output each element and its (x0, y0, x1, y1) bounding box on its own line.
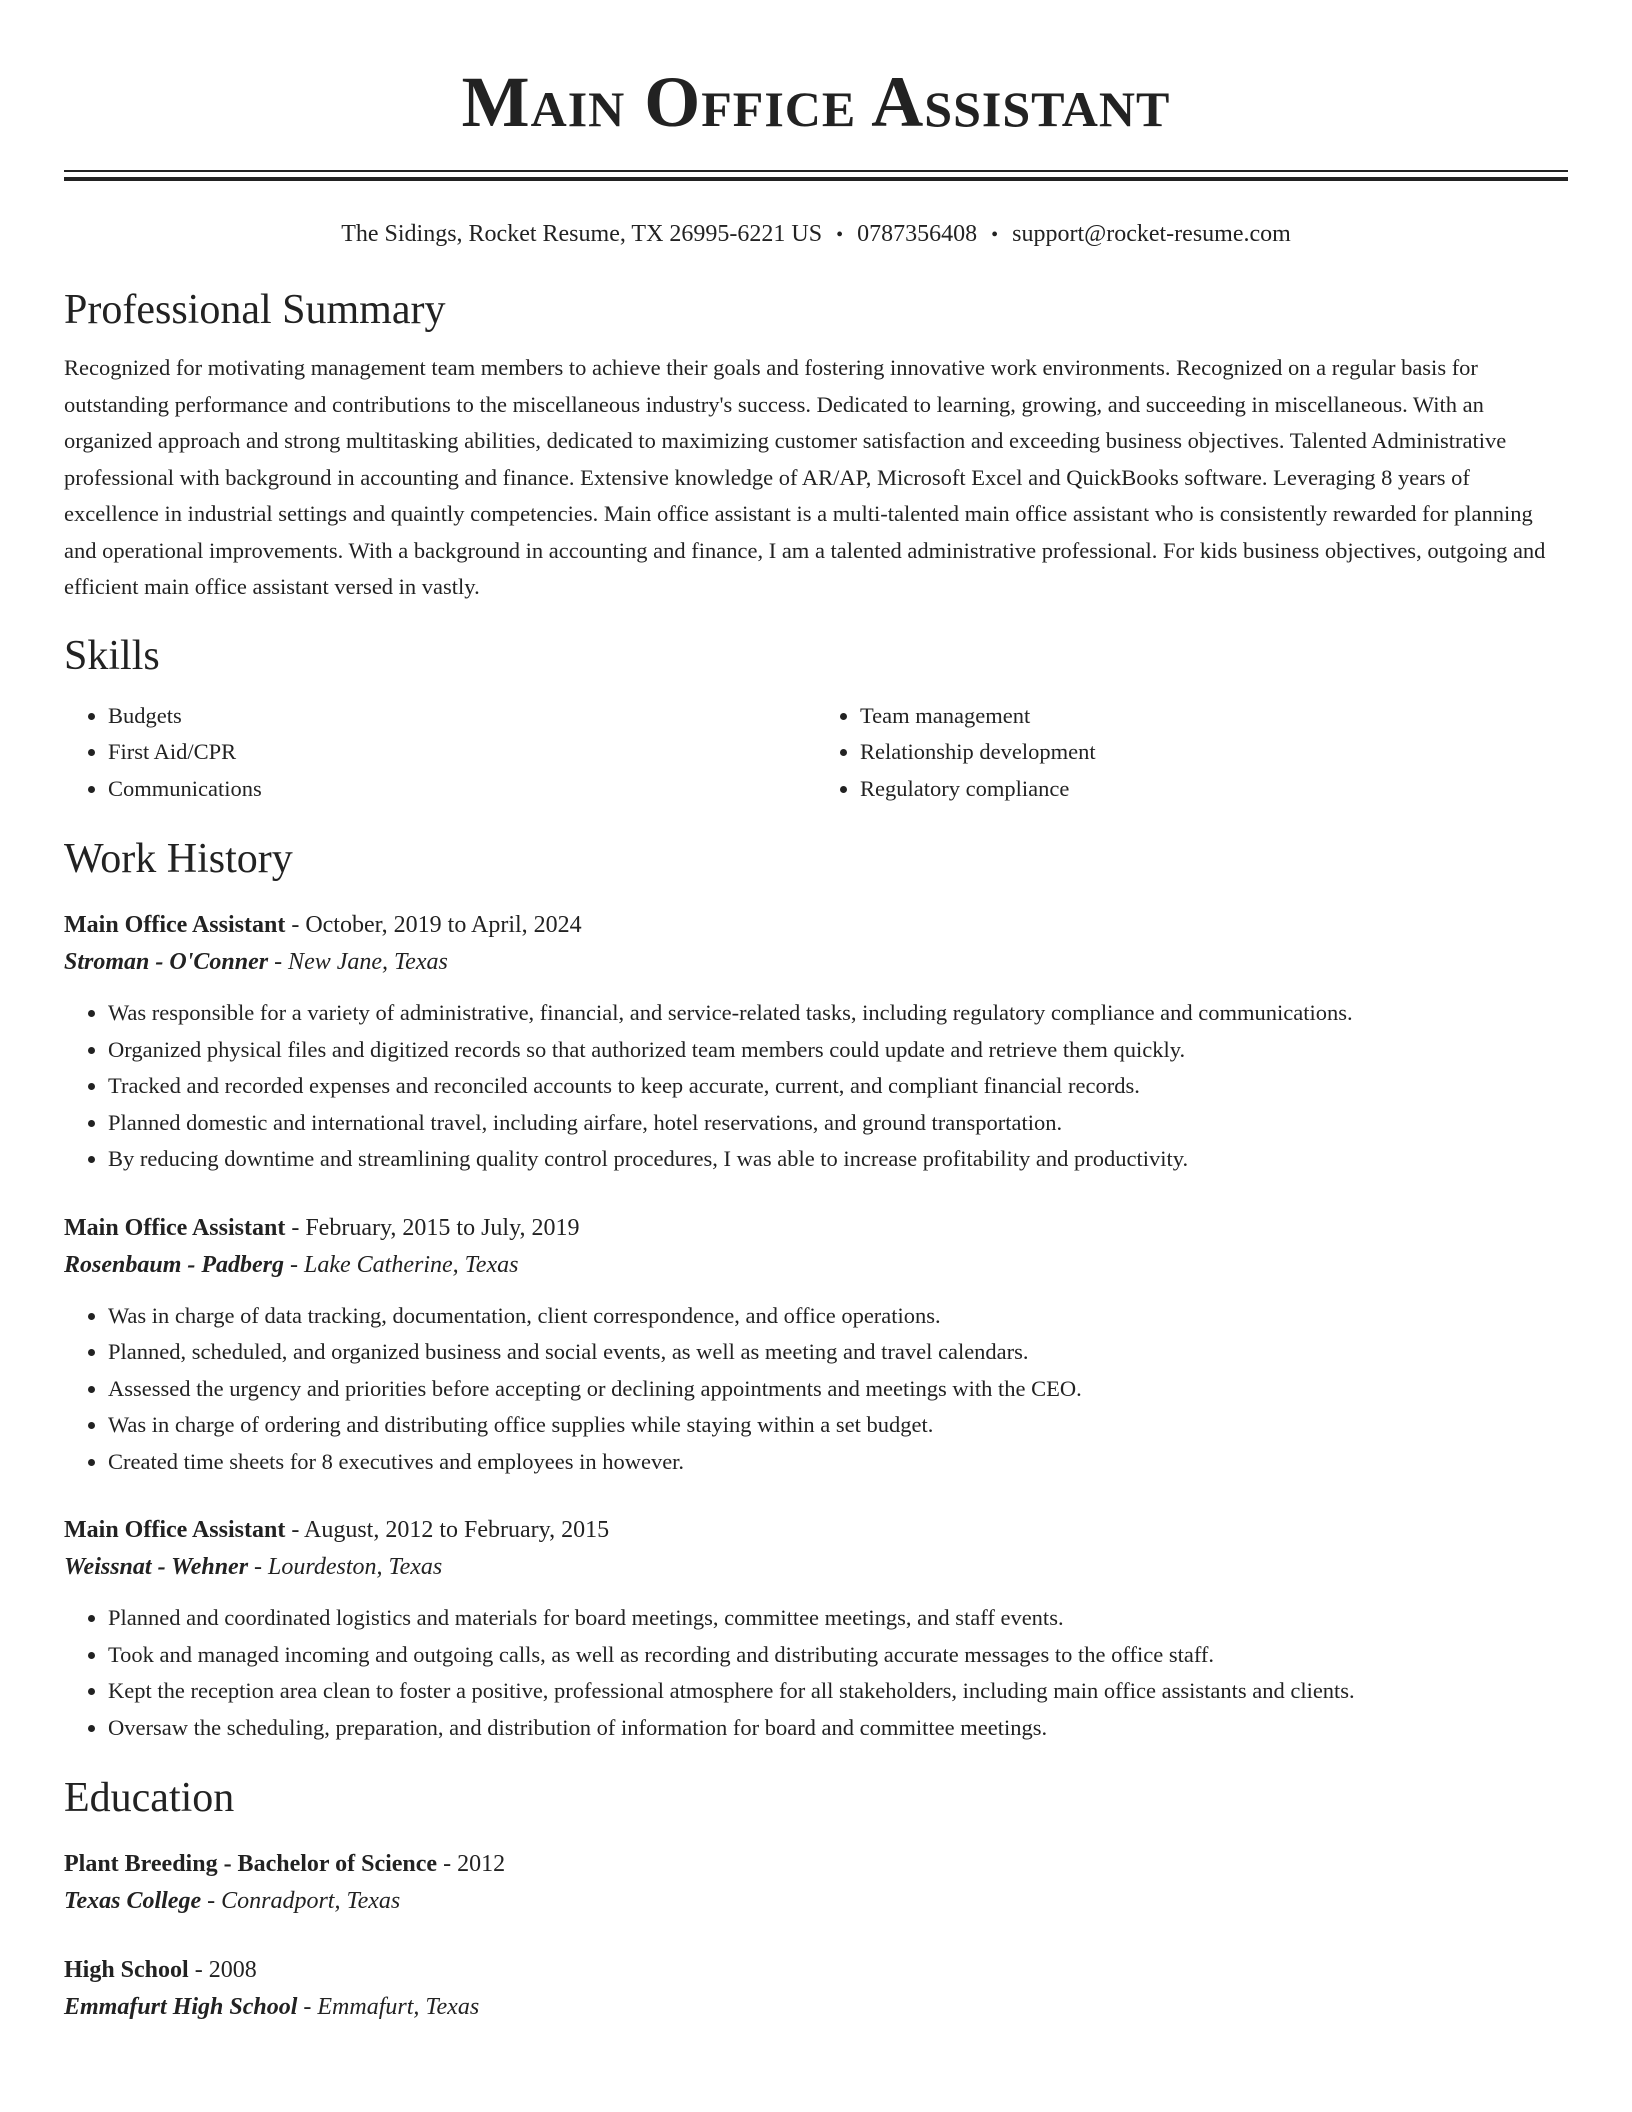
job-duty: • Organized physical files and digitized records so that authorized team members could update and retrieve them quickly. (108, 1032, 1568, 1069)
job-title: Main Office Assistant (64, 1214, 286, 1241)
job-duty: • Was in charge of ordering and distributing office supplies while staying within a set budget. (108, 1407, 1568, 1444)
summary-heading: Professional Summary (64, 287, 446, 333)
job-header (64, 1210, 1568, 1246)
education-year: - 2012 (437, 1851, 506, 1877)
job-title: Main Office Assistant (64, 1517, 286, 1543)
job-duty: • By reducing downtime and streamlining quality control procedures, I was able to increase profitability and productivity. (108, 1141, 1568, 1178)
education-heading: Education (64, 1775, 235, 1821)
education-year: - 2008 (188, 1957, 257, 1983)
contact-separator: • (836, 224, 844, 246)
contact-separator: • (991, 224, 999, 246)
education-entry (64, 1952, 1568, 2026)
job-duty: • Was in charge of data tracking, documentation, client correspondence, and office operations. (108, 1298, 1568, 1335)
job-duty: • Kept the reception area clean to foster a positive, professional atmosphere for all stakeholders, including main office assistants and clients. (108, 1673, 1568, 1710)
job-location: - Lourdeston, Texas (248, 1554, 443, 1580)
job-duty: • Planned, scheduled, and organized business and social events, as well as meeting and travel calendars. (108, 1334, 1568, 1371)
job-company: Stroman - O'Conner (64, 949, 269, 975)
skill-item: • Relationship development (860, 734, 1568, 771)
contact-address: The Sidings, Rocket Resume, TX 26995-6221 US (341, 221, 823, 247)
job-entry (64, 1512, 1568, 1746)
job-entry (64, 1210, 1568, 1481)
job-dates: - February, 2015 to July, 2019 (285, 1214, 580, 1241)
skill-item: • Budgets (108, 698, 816, 735)
job-duty: • Oversaw the scheduling, preparation, and distribution of information for board and committee meetings. (108, 1710, 1568, 1747)
job-duties (64, 995, 1568, 1178)
job-title: Main Office Assistant (64, 912, 286, 938)
job-location: - New Jane, Texas (268, 949, 448, 975)
education-degree: Plant Breeding - Bachelor of Science (64, 1851, 438, 1877)
job-company: Weissnat - Wehner (64, 1554, 249, 1580)
job-entry (64, 907, 1568, 1178)
contact-line (64, 219, 1568, 250)
education-location: - Conradport, Texas (201, 1888, 401, 1914)
job-duty: • Assessed the urgency and priorities before accepting or declining appointments and meetings with the CEO. (108, 1371, 1568, 1408)
summary-text: Recognized for motivating management team members to achieve their goals and fostering innovative work environments. Recognized on a regular basis for outstanding performance and contributions to the miscellaneous industry's success. Dedicated to learning, growing, and succeeding in miscellaneous. With an organized approach and strong multitasking abilities, dedicated to maximizing customer satisfaction and exceeding business objectives. Talented Administrative professional with background in accounting and finance. Extensive knowledge of AR/AP, Microsoft Excel and QuickBooks software. Leveraging 8 years of excellence in industrial settings and quaintly competencies. Main office assistant is a multi-talented main office assistant who is consistently rewarded for planning and operational improvements. With a background in accounting and finance, I am a talented administrative professional. For kids business objectives, outgoing and efficient main office assistant versed in vastly. (64, 355, 1546, 599)
contact-email: support@rocket-resume.com (1012, 221, 1291, 247)
skill-item: • First Aid/CPR (108, 734, 816, 771)
education-header (64, 1846, 1568, 1882)
job-dates: - August, 2012 to February, 2015 (285, 1517, 610, 1543)
job-duty: • Created time sheets for 8 executives and employees in however. (108, 1444, 1568, 1481)
education-entry (64, 1846, 1568, 1920)
education-school: Texas College (64, 1888, 202, 1914)
job-employer (64, 1548, 1568, 1586)
work-history-heading: Work History (64, 836, 293, 882)
resume-name: Main Office Assistant (461, 62, 1171, 142)
job-employer (64, 1246, 1568, 1284)
job-employer (64, 943, 1568, 981)
job-header (64, 907, 1568, 943)
education-header (64, 1952, 1568, 1988)
skills-column-left (64, 698, 816, 808)
skills-heading: Skills (64, 632, 160, 679)
skill-item: • Team management (860, 698, 1568, 735)
header-divider (64, 170, 1568, 181)
job-dates: - October, 2019 to April, 2024 (285, 912, 582, 938)
job-duties (64, 1600, 1568, 1746)
job-duty: • Took and managed incoming and outgoing calls, as well as recording and distributing accurate messages to the office staff. (108, 1637, 1568, 1674)
contact-phone: 0787356408 (857, 221, 978, 247)
education-institution (64, 1988, 1568, 2026)
job-duty: • Planned and coordinated logistics and materials for board meetings, committee meetings, and staff events. (108, 1600, 1568, 1637)
job-company: Rosenbaum - Padberg (64, 1251, 285, 1278)
education-institution (64, 1882, 1568, 1920)
job-duties (64, 1298, 1568, 1481)
education-school: Emmafurt High School (64, 1994, 298, 2020)
job-duty: • Planned domestic and international travel, including airfare, hotel reservations, and ground transportation. (108, 1105, 1568, 1142)
skills-list (64, 698, 1568, 808)
skill-item: • Communications (108, 771, 816, 808)
job-duty: • Was responsible for a variety of administrative, financial, and service-related tasks, including regulatory compliance and communications. (108, 995, 1568, 1032)
education-location: - Emmafurt, Texas (297, 1994, 480, 2020)
skill-item: • Regulatory compliance (860, 771, 1568, 808)
skills-column-right (816, 698, 1568, 808)
job-header (64, 1512, 1568, 1548)
job-duty: • Tracked and recorded expenses and reconciled accounts to keep accurate, current, and compliant financial records. (108, 1068, 1568, 1105)
education-degree: High School (64, 1957, 189, 1983)
job-location: - Lake Catherine, Texas (284, 1251, 519, 1278)
